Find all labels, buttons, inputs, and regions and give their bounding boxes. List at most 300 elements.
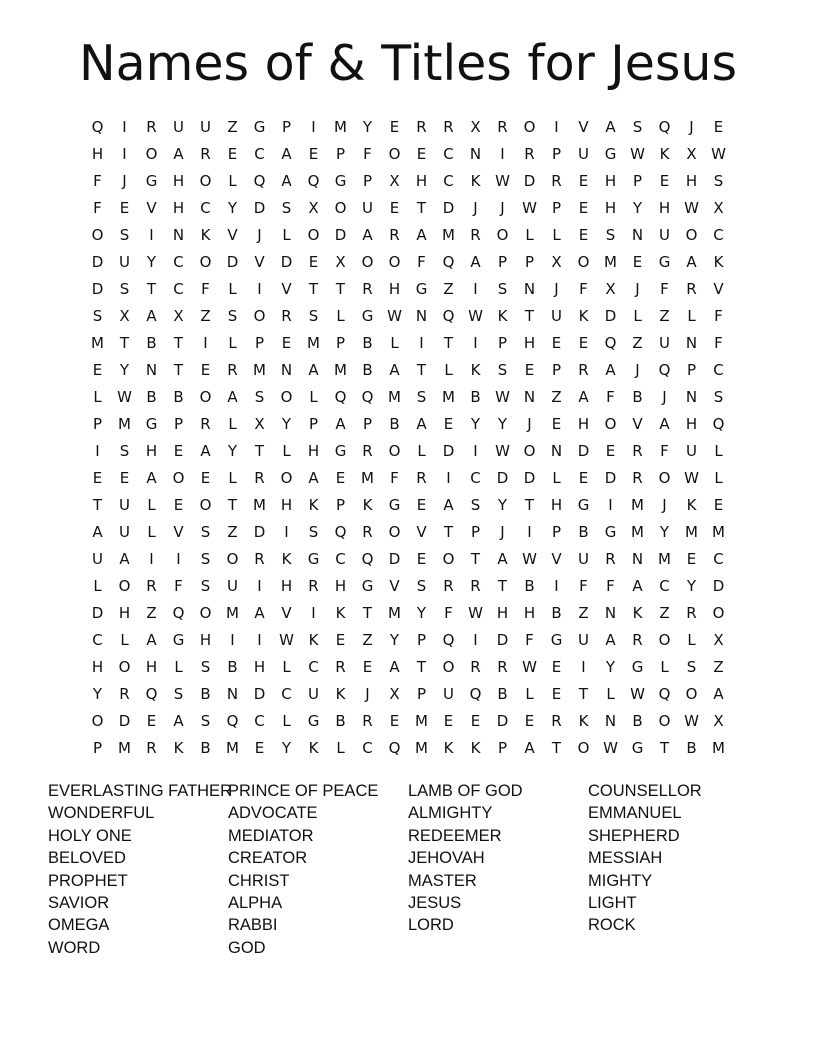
- grid-letter: T: [335, 280, 346, 298]
- grid-letter: S: [686, 658, 697, 676]
- grid-letter: F: [714, 334, 723, 352]
- grid-letter: D: [253, 523, 266, 541]
- grid-letter: N: [685, 334, 698, 352]
- grid-letter: T: [497, 577, 508, 595]
- grid-letter: L: [336, 307, 345, 325]
- grid-letter: V: [173, 523, 184, 541]
- grid-letter: W: [684, 199, 699, 217]
- grid-letter: O: [685, 685, 698, 703]
- grid-letter: A: [416, 415, 427, 433]
- grid-letter: T: [443, 334, 454, 352]
- grid-letter: W: [711, 145, 726, 163]
- word-list-item: WORD: [48, 938, 101, 957]
- grid-letter: T: [119, 334, 130, 352]
- grid-letter: O: [442, 550, 455, 568]
- grid-letter: H: [145, 658, 158, 676]
- grid-letter: N: [523, 280, 536, 298]
- grid-letter: H: [334, 577, 347, 595]
- grid-letter: B: [497, 685, 508, 703]
- grid-letter: M: [334, 361, 347, 379]
- grid-letter: O: [388, 523, 401, 541]
- grid-letter: R: [227, 361, 238, 379]
- grid-letter: O: [577, 253, 590, 271]
- grid-letter: S: [416, 388, 427, 406]
- grid-letter: G: [334, 172, 347, 190]
- grid-letter: T: [416, 658, 427, 676]
- grid-letter: R: [551, 712, 562, 730]
- grid-letter: L: [390, 334, 399, 352]
- grid-letter: B: [200, 739, 211, 757]
- grid-letter: E: [119, 199, 130, 217]
- word-list-item: WONDERFUL: [48, 804, 155, 823]
- grid-letter: V: [146, 199, 157, 217]
- grid-letter: S: [497, 361, 508, 379]
- grid-letter: Y: [416, 604, 427, 622]
- grid-letter: R: [200, 145, 211, 163]
- grid-letter: I: [608, 496, 613, 514]
- grid-letter: S: [497, 280, 508, 298]
- grid-letter: R: [497, 118, 508, 136]
- grid-letter: H: [685, 415, 698, 433]
- grid-letter: G: [658, 253, 671, 271]
- grid-letter: I: [149, 550, 154, 568]
- grid-letter: O: [118, 658, 131, 676]
- grid-letter: B: [686, 739, 697, 757]
- grid-letter: R: [335, 658, 346, 676]
- grid-letter: F: [363, 145, 372, 163]
- grid-letter: Q: [334, 523, 347, 541]
- grid-letter: X: [686, 145, 697, 163]
- grid-letter: R: [443, 118, 454, 136]
- grid-letter: W: [522, 199, 537, 217]
- grid-letter: Z: [227, 523, 238, 541]
- grid-letter: M: [253, 361, 266, 379]
- word-list-item: PROPHET: [48, 871, 128, 890]
- grid-letter: D: [496, 631, 509, 649]
- grid-letter: S: [470, 496, 481, 514]
- grid-letter: Z: [362, 631, 373, 649]
- grid-letter: K: [578, 712, 589, 730]
- grid-letter: A: [470, 253, 481, 271]
- grid-letter: K: [578, 307, 589, 325]
- grid-letter: U: [578, 631, 589, 649]
- grid-letter: L: [228, 415, 237, 433]
- word-list-item: SAVIOR: [48, 894, 110, 913]
- grid-letter: E: [281, 334, 292, 352]
- grid-letter: E: [335, 469, 346, 487]
- grid-letter: A: [146, 469, 157, 487]
- grid-letter: A: [524, 739, 535, 757]
- word-list-item: CREATOR: [228, 849, 308, 868]
- grid-letter: G: [577, 496, 590, 514]
- grid-letter: K: [713, 253, 724, 271]
- grid-letter: T: [659, 739, 670, 757]
- grid-letter: H: [685, 172, 698, 190]
- grid-letter: B: [551, 604, 562, 622]
- grid-letter: V: [389, 577, 400, 595]
- grid-letter: I: [257, 280, 262, 298]
- grid-letter: W: [684, 469, 699, 487]
- grid-letter: H: [658, 199, 671, 217]
- grid-letter: T: [443, 523, 454, 541]
- grid-letter: O: [658, 631, 671, 649]
- grid-letter: L: [147, 496, 156, 514]
- grid-letter: A: [92, 523, 103, 541]
- grid-letter: H: [172, 172, 185, 190]
- grid-letter: P: [497, 253, 508, 271]
- grid-letter: A: [254, 604, 265, 622]
- grid-letter: Y: [659, 523, 670, 541]
- grid-letter: Y: [227, 442, 238, 460]
- grid-letter: O: [442, 658, 455, 676]
- grid-letter: E: [578, 172, 589, 190]
- grid-letter: S: [713, 388, 724, 406]
- grid-letter: P: [92, 415, 103, 433]
- grid-letter: B: [632, 388, 643, 406]
- grid-letter: O: [712, 604, 725, 622]
- grid-letter: W: [117, 388, 132, 406]
- grid-letter: R: [362, 442, 373, 460]
- grid-letter: K: [470, 172, 481, 190]
- grid-letter: X: [470, 118, 481, 136]
- grid-letter: P: [362, 415, 373, 433]
- word-list-item: SHEPHERD: [588, 826, 680, 845]
- grid-letter: F: [444, 604, 453, 622]
- grid-letter: O: [199, 172, 212, 190]
- grid-letter: R: [686, 280, 697, 298]
- word-list-item: EMMANUEL: [588, 804, 682, 823]
- grid-letter: U: [659, 334, 670, 352]
- grid-letter: R: [389, 226, 400, 244]
- grid-letter: L: [93, 388, 102, 406]
- grid-letter: R: [686, 604, 697, 622]
- grid-letter: D: [118, 712, 131, 730]
- grid-letter: M: [658, 550, 671, 568]
- grid-letter: H: [577, 415, 590, 433]
- grid-letter: D: [577, 442, 590, 460]
- grid-letter: L: [282, 712, 291, 730]
- grid-letter: K: [470, 361, 481, 379]
- grid-letter: M: [442, 388, 455, 406]
- grid-letter: L: [552, 469, 561, 487]
- grid-letter: W: [684, 712, 699, 730]
- grid-letter: U: [119, 253, 130, 271]
- word-list-item: OMEGA: [48, 916, 110, 935]
- grid-letter: R: [632, 442, 643, 460]
- grid-letter: Z: [227, 118, 238, 136]
- grid-letter: L: [309, 388, 318, 406]
- grid-letter: N: [415, 307, 428, 325]
- grid-letter: O: [118, 577, 131, 595]
- grid-letter: E: [605, 442, 616, 460]
- grid-letter: S: [200, 658, 211, 676]
- word-list-item: MIGHTY: [588, 871, 653, 890]
- grid-letter: T: [524, 307, 535, 325]
- grid-letter: E: [416, 496, 427, 514]
- grid-letter: A: [605, 118, 616, 136]
- grid-letter: Q: [307, 172, 320, 190]
- grid-letter: A: [119, 550, 130, 568]
- grid-letter: H: [415, 172, 428, 190]
- grid-letter: L: [147, 523, 156, 541]
- grid-letter: W: [495, 172, 510, 190]
- grid-letter: X: [713, 712, 724, 730]
- grid-letter: A: [281, 172, 292, 190]
- grid-letter: J: [365, 685, 370, 703]
- grid-letter: Q: [658, 685, 671, 703]
- grid-letter: O: [199, 604, 212, 622]
- grid-letter: B: [470, 388, 481, 406]
- grid-letter: L: [687, 307, 696, 325]
- grid-letter: R: [146, 118, 157, 136]
- grid-letter: R: [308, 577, 319, 595]
- grid-letter: E: [416, 550, 427, 568]
- grid-letter: C: [443, 145, 454, 163]
- grid-letter: I: [149, 226, 154, 244]
- word-list-item: LORD: [408, 916, 454, 935]
- grid-letter: T: [173, 334, 184, 352]
- grid-letter: R: [497, 658, 508, 676]
- word-list-item: ROCK: [588, 916, 636, 935]
- grid-letter: E: [92, 469, 103, 487]
- grid-letter: E: [578, 199, 589, 217]
- grid-letter: O: [388, 145, 401, 163]
- grid-letter: Q: [658, 361, 671, 379]
- grid-letter: D: [388, 550, 401, 568]
- grid-letter: B: [524, 577, 535, 595]
- grid-letter: Q: [226, 712, 239, 730]
- grid-letter: A: [416, 226, 427, 244]
- grid-letter: V: [281, 280, 292, 298]
- grid-letter: Y: [92, 685, 103, 703]
- grid-letter: M: [415, 712, 428, 730]
- grid-letter: V: [281, 604, 292, 622]
- grid-letter: P: [362, 172, 373, 190]
- grid-letter: R: [146, 577, 157, 595]
- grid-letter: P: [308, 415, 319, 433]
- grid-letter: K: [308, 631, 319, 649]
- grid-letter: A: [605, 361, 616, 379]
- grid-letter: L: [228, 469, 237, 487]
- grid-letter: J: [500, 523, 505, 541]
- grid-letter: D: [91, 253, 104, 271]
- grid-letter: V: [713, 280, 724, 298]
- grid-letter: P: [524, 253, 535, 271]
- grid-letter: D: [226, 253, 239, 271]
- grid-letter: O: [253, 307, 266, 325]
- grid-letter: L: [336, 739, 345, 757]
- grid-letter: E: [119, 469, 130, 487]
- grid-letter: W: [387, 307, 402, 325]
- grid-letter: O: [685, 226, 698, 244]
- grid-letter: B: [578, 523, 589, 541]
- grid-letter: U: [686, 442, 697, 460]
- grid-letter: E: [389, 712, 400, 730]
- grid-letter: P: [335, 145, 346, 163]
- grid-letter: F: [93, 172, 102, 190]
- grid-letter: O: [226, 550, 239, 568]
- grid-letter: K: [443, 739, 454, 757]
- word-list-item: RABBI: [228, 916, 278, 935]
- grid-letter: N: [469, 145, 482, 163]
- grid-letter: D: [334, 226, 347, 244]
- grid-letter: J: [635, 361, 640, 379]
- grid-letter: D: [442, 442, 455, 460]
- grid-letter: M: [712, 739, 725, 757]
- grid-letter: M: [685, 523, 698, 541]
- grid-letter: Z: [578, 604, 589, 622]
- grid-letter: Q: [361, 388, 374, 406]
- grid-letter: N: [523, 388, 536, 406]
- grid-letter: A: [146, 307, 157, 325]
- grid-letter: M: [442, 226, 455, 244]
- grid-letter: O: [172, 469, 185, 487]
- grid-letter: K: [335, 604, 346, 622]
- grid-letter: C: [443, 172, 454, 190]
- grid-letter: G: [253, 118, 266, 136]
- grid-letter: A: [308, 361, 319, 379]
- grid-letter: T: [227, 496, 238, 514]
- grid-letter: W: [495, 388, 510, 406]
- grid-letter: E: [308, 253, 319, 271]
- grid-letter: L: [282, 658, 291, 676]
- grid-letter: H: [253, 658, 266, 676]
- word-list-item: PRINCE OF PEACE: [228, 782, 379, 800]
- grid-letter: G: [631, 739, 644, 757]
- grid-letter: L: [552, 226, 561, 244]
- grid-letter: I: [122, 118, 127, 136]
- grid-letter: R: [254, 469, 265, 487]
- grid-letter: D: [253, 199, 266, 217]
- grid-letter: R: [551, 172, 562, 190]
- grid-letter: C: [335, 550, 346, 568]
- grid-letter: S: [308, 307, 319, 325]
- grid-letter: L: [444, 361, 453, 379]
- grid-letter: L: [525, 226, 534, 244]
- grid-letter: R: [632, 631, 643, 649]
- grid-letter: H: [145, 442, 158, 460]
- grid-letter: N: [604, 604, 617, 622]
- grid-letter: S: [281, 199, 292, 217]
- grid-letter: U: [119, 523, 130, 541]
- grid-letter: L: [417, 442, 426, 460]
- grid-letter: E: [551, 685, 562, 703]
- grid-letter: G: [334, 442, 347, 460]
- grid-letter: P: [416, 685, 427, 703]
- grid-letter: Q: [712, 415, 725, 433]
- grid-letter: G: [550, 631, 563, 649]
- grid-letter: A: [173, 712, 184, 730]
- grid-letter: M: [604, 253, 617, 271]
- grid-letter: L: [228, 280, 237, 298]
- grid-letter: G: [361, 577, 374, 595]
- grid-letter: R: [470, 226, 481, 244]
- grid-letter: X: [389, 685, 400, 703]
- word-list-item: GOD: [228, 938, 266, 957]
- grid-letter: R: [470, 658, 481, 676]
- grid-letter: C: [713, 361, 724, 379]
- grid-letter: R: [632, 469, 643, 487]
- grid-letter: S: [416, 577, 427, 595]
- grid-letter: X: [713, 631, 724, 649]
- grid-letter: S: [200, 550, 211, 568]
- grid-letter: T: [92, 496, 103, 514]
- grid-letter: Y: [497, 496, 508, 514]
- grid-letter: B: [632, 712, 643, 730]
- grid-letter: R: [254, 550, 265, 568]
- grid-letter: B: [362, 361, 373, 379]
- grid-letter: H: [550, 496, 563, 514]
- grid-letter: H: [280, 577, 293, 595]
- grid-letter: F: [606, 388, 615, 406]
- grid-letter: G: [361, 307, 374, 325]
- grid-letter: O: [496, 226, 509, 244]
- grid-letter: Y: [362, 118, 373, 136]
- grid-letter: E: [200, 361, 211, 379]
- grid-letter: O: [280, 388, 293, 406]
- grid-letter: E: [470, 712, 481, 730]
- grid-letter: F: [390, 469, 399, 487]
- grid-letter: H: [280, 496, 293, 514]
- grid-letter: W: [630, 685, 645, 703]
- grid-letter: B: [227, 658, 238, 676]
- grid-letter: U: [578, 145, 589, 163]
- grid-letter: M: [226, 739, 239, 757]
- grid-letter: X: [551, 253, 562, 271]
- grid-letter: N: [631, 226, 644, 244]
- grid-letter: C: [713, 550, 724, 568]
- grid-letter: F: [660, 280, 669, 298]
- grid-letter: T: [146, 280, 157, 298]
- grid-letter: Q: [172, 604, 185, 622]
- grid-letter: X: [605, 280, 616, 298]
- grid-letter: S: [713, 172, 724, 190]
- grid-letter: V: [227, 226, 238, 244]
- grid-letter: P: [335, 334, 346, 352]
- grid-letter: I: [230, 631, 235, 649]
- grid-letter: L: [228, 172, 237, 190]
- grid-letter: Q: [658, 118, 671, 136]
- grid-letter: E: [632, 253, 643, 271]
- grid-letter: G: [145, 172, 158, 190]
- grid-letter: K: [335, 685, 346, 703]
- grid-letter: S: [119, 442, 130, 460]
- grid-letter: T: [254, 442, 265, 460]
- grid-letter: T: [551, 739, 562, 757]
- grid-letter: R: [146, 739, 157, 757]
- grid-letter: Z: [551, 388, 562, 406]
- grid-letter: W: [630, 145, 645, 163]
- grid-letter: I: [419, 334, 424, 352]
- grid-letter: U: [173, 118, 184, 136]
- grid-letter: D: [91, 604, 104, 622]
- grid-letter: C: [362, 739, 373, 757]
- grid-letter: Y: [146, 253, 157, 271]
- grid-letter: D: [253, 685, 266, 703]
- grid-letter: L: [174, 658, 183, 676]
- word-list-item: JEHOVAH: [408, 849, 485, 868]
- page-title: Names of & Titles for Jesus: [78, 35, 738, 92]
- grid-letter: F: [714, 307, 723, 325]
- grid-letter: H: [604, 199, 617, 217]
- grid-letter: O: [91, 226, 104, 244]
- grid-letter: K: [362, 496, 373, 514]
- grid-letter: V: [578, 118, 589, 136]
- grid-letter: K: [470, 739, 481, 757]
- grid-letter: N: [145, 361, 158, 379]
- grid-letter: U: [119, 496, 130, 514]
- grid-letter: E: [389, 199, 400, 217]
